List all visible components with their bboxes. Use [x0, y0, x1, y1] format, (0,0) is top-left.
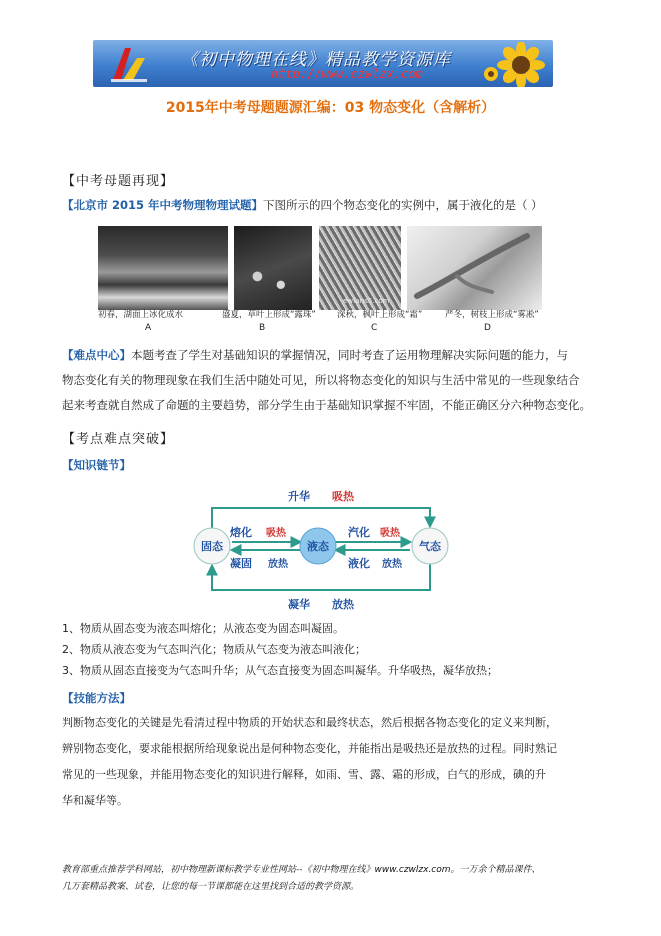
document-title: 2015年中考母题题源汇编：03 物态变化（含解析） [165, 100, 496, 116]
banner-title: 《初中物理在线》精品教学资源库 [181, 50, 451, 70]
skills-line-2: 辨别物态变化，要求能根据所给现象说出是何种物态变化，并能指出是吸热还是放热的过程。同时熟记 [62, 742, 557, 755]
photo-letter-a: A [145, 323, 152, 333]
photo-letter-b: B [259, 323, 266, 333]
knowledge-item-3: 3、物质从固态直接变为气态叫升华；从气态直接变为固态叫凝华。升华吸热，凝华放热； [62, 664, 498, 677]
skills-line-4: 华和凝华等。 [62, 794, 128, 807]
label-solidification-release: 放热 [268, 559, 288, 570]
photo-caption-d: 严冬，树枝上形成“雾凇” [445, 310, 539, 320]
label-solid: 固态 [201, 540, 223, 553]
header-banner [93, 40, 553, 87]
label-vaporization: 汽化 [348, 526, 370, 539]
skills-paragraph [62, 710, 598, 814]
label-liquid: 液态 [307, 540, 329, 553]
question-paragraph [62, 193, 598, 218]
label-melting-absorb: 吸热 [266, 528, 286, 539]
label-desublimation: 凝华 [288, 598, 310, 611]
knowledge-item-1: 1、物质从固态变为液态叫熔化；从液态变为固态叫凝固。 [62, 622, 344, 635]
photo-letter-c: C [371, 323, 378, 333]
photo-a-ice-melting [98, 226, 228, 310]
sunflower-icon [479, 42, 549, 87]
analysis-paragraph [62, 343, 598, 418]
skills-line-1: 判断物态变化的关键是先看清过程中物质的开始状态和最终状态，然后根据各物态变化的定义来判断， [62, 716, 557, 729]
skills-label: 【技能方法】 [62, 691, 131, 705]
footer-line-1: 教育部重点推荐学科网站，初中物理新课标教学专业性网站--《初中物理在线》www.czwlzx.com。一万余个精品课件、 [62, 865, 541, 875]
label-solidification: 凝固 [230, 557, 252, 570]
phase-change-diagram [190, 480, 460, 620]
site-logo-icon [107, 44, 151, 84]
section-heading-exam: 【中考母题再现】 [62, 174, 175, 189]
photo-watermark: ewfans5.com [343, 297, 390, 305]
analysis-label: 【难点中心】 [62, 348, 131, 362]
analysis-line-3: 起来考查就自然成了命题的主要趋势，部分学生由于基础知识掌握不牢固，不能正确区分六种物态变化。 [62, 398, 591, 412]
photo-caption-b: 盛夏，草叶上形成“露珠” [222, 310, 316, 320]
page-footer [62, 862, 607, 896]
label-liquefaction-release: 放热 [382, 559, 402, 570]
knowledge-label: 【知识链节】 [62, 458, 131, 472]
photo-d-rime [407, 226, 542, 310]
analysis-line-1: 本题考查了学生对基础知识的掌握情况，同时考查了运用物理解决实际问题的能力，与 [131, 348, 568, 362]
photo-b-dew [234, 226, 312, 310]
label-sublimation: 升华 [288, 490, 310, 503]
label-liquefaction: 液化 [348, 557, 370, 570]
label-melting: 熔化 [230, 526, 252, 539]
rime-branch-icon [407, 226, 542, 310]
label-gas: 气态 [419, 540, 441, 553]
label-sublimation-absorb: 吸热 [332, 490, 354, 503]
knowledge-item-2: 2、物质从液态变为气态叫汽化；物质从气态变为液态叫液化； [62, 643, 366, 656]
photo-caption-a: 初春，湖面上冰化成水 [98, 310, 184, 320]
analysis-line-2: 物态变化有关的物理现象在我们生活中随处可见，所以将物态变化的知识与生活中常见的一些现象结合 [62, 373, 580, 387]
banner-url[interactable]: http://www.czwlzx.com [271, 67, 423, 81]
footer-line-2: 几万套精品教案、试卷，让您的每一节课都能在这里找到合适的教学资源。 [62, 882, 360, 892]
label-vaporization-absorb: 吸热 [380, 528, 400, 539]
label-desublimation-release: 放热 [332, 598, 354, 611]
question-source: 【北京市 2015 年中考物理物理试题】 [62, 198, 264, 212]
question-text: 下图所示的四个物态变化的实例中，属于液化的是（ ） [263, 198, 543, 212]
photo-caption-c: 深秋，枫叶上形成“霜” [337, 310, 423, 320]
section-heading-key-points: 【考点难点突破】 [62, 432, 175, 447]
skills-line-3: 常见的一些现象，并能用物态变化的知识进行解释，如雨、雪、露、霜的形成，白气的形成，碘的升 [62, 768, 546, 781]
photo-letter-d: D [484, 323, 491, 333]
